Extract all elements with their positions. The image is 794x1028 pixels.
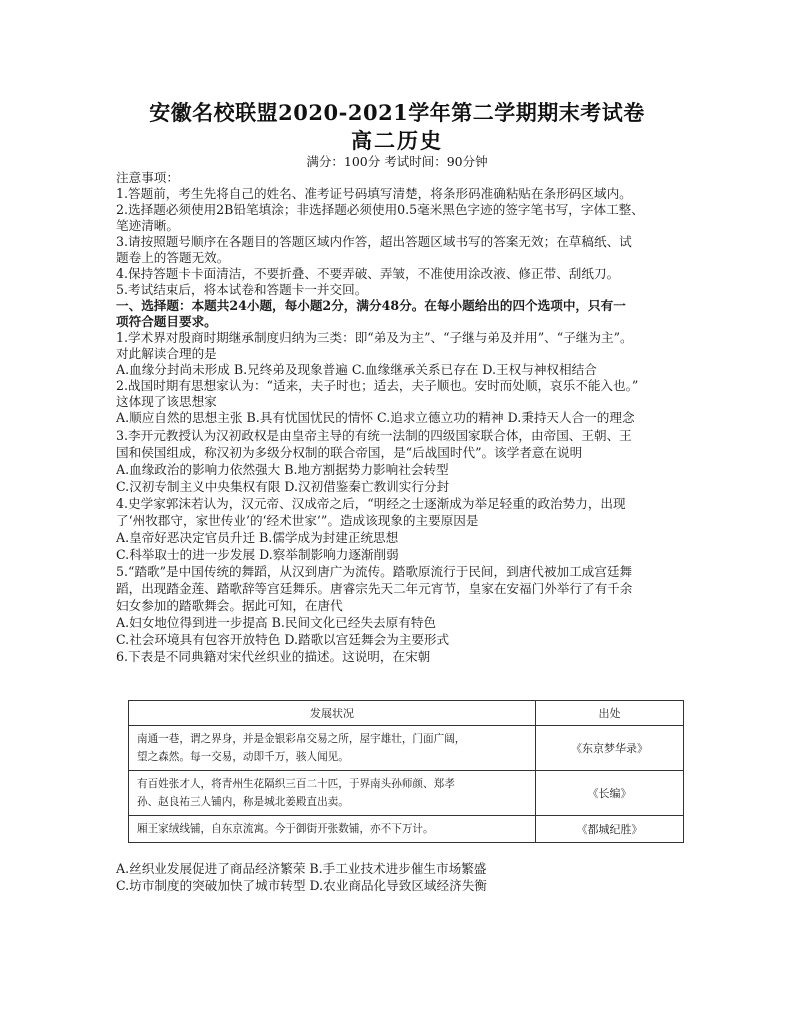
cell-text: 有百姓张才人，将青州生花隔织三百二十匹，于界南头孙师颜、郑孝 xyxy=(137,778,455,790)
option-line: C.社会环境具有包容开放特色 D.踏歌以宫廷舞会为主要形式 xyxy=(116,632,450,647)
exam-title: 安徽名校联盟2020-2021学年第二学期期末考试卷 xyxy=(149,100,645,125)
option-line: A.妇女地位得到进一步提高 B.民间文化已经失去原有特色 xyxy=(116,615,437,630)
option-line: C.科举取士的进一步发展 D.察举制影响力逐渐削弱 xyxy=(116,547,399,562)
question-line: 4.史学家郭沫若认为，汉元帝、汉成帝之后，“明经之士逐渐成为举足轻重的政治势力，出现 xyxy=(116,496,626,511)
option-line: A.血缘分封尚未形成 B.兄终弟及现象普遍 C.血缘继承关系已存在 D.王权与神权相结合 xyxy=(116,362,597,377)
note-line: 1.答题前，考生先将自己的姓名、准考证号码填写清楚，将条形码准确粘贴在条形码区域内。 xyxy=(116,186,632,201)
question-line: 蹈，出现踏金莲、踏歌辞等宫廷舞乐。唐睿宗先天二年元宵节，皇家在安福门外举行了有千余 xyxy=(116,581,633,596)
option-line: A.顺应自然的思想主张 B.具有忧国忧民的情怀 C.追求立德立功的精神 D.秉持天人合一的理念 xyxy=(116,410,635,425)
question-line: 6.下表是不同典籍对宋代丝织业的描述。这说明，在宋朝 xyxy=(116,649,431,664)
question-line: 对此解读合理的是 xyxy=(116,346,217,361)
table-row xyxy=(129,771,684,816)
option-line: A.皇帝好恶决定官员升迁 B.儒学成为封建正统思想 xyxy=(116,530,399,545)
note-line: 4.保持答题卡卡面清洁，不要折叠、不要弄破、弄皱，不准使用涂改液、修正带、刮纸刀。 xyxy=(116,266,620,281)
note-line: 笔迹清晰。 xyxy=(116,218,179,233)
cell-text: 望之森然。每一交易，动即千万，骇人闻见。 xyxy=(137,751,349,763)
section-heading-cont: 项符合题目要求。 xyxy=(116,314,217,329)
notes-heading: 注意事项： xyxy=(116,170,179,185)
table-row xyxy=(129,726,684,771)
section-heading: 一、选择题：本题共24小题，每小题2分，满分48分。在每小题给出的四个选项中，只有一 xyxy=(116,298,626,313)
table-header: 发展状况 xyxy=(129,701,536,726)
question-line: 5.“踏歌”是中国传统的舞蹈，从汉到唐广为流传。踏歌原流行于民间，到唐代被加工成宫廷舞 xyxy=(116,564,633,579)
question-line: 了‘州牧郡守，家世传业’的‘经术世家’”。造成该现象的主要原因是 xyxy=(116,513,479,528)
table-cell-source: 《东京梦华录》 xyxy=(536,726,684,771)
question-line: 2.战国时期有思想家认为：“适来，夫子时也；适去，夫子顺也。安时而处顺，哀乐不能入也。” xyxy=(116,378,639,393)
cell-text: 南通一巷，谓之界身，并是金银彩帛交易之所，屋宇雄壮，门面广阔， xyxy=(137,733,466,745)
question-line: 1.学术界对殷商时期继承制度归纳为三类：即“弟及为主”、“子继与弟及并用”、“子继为主”。 xyxy=(116,330,633,345)
question-line: 国和侯国组成，称汉初为多级分权制的联合帝国，是“后战国时代”。该学者意在说明 xyxy=(116,445,583,460)
table-header-row xyxy=(129,701,684,726)
table-row xyxy=(129,816,684,843)
source-table xyxy=(128,700,684,843)
note-line: 2.选择题必须使用2B铅笔填涂；非选择题必须使用0.5毫米黑色字迹的签字笔书写，字体工整、 xyxy=(116,202,644,217)
option-line: A.丝织业发展促进了商品经济繁荣 B.手工业技术进步催生市场繁盛 xyxy=(116,861,487,876)
question-line: 这体现了该思想家 xyxy=(116,394,217,409)
table-cell-desc xyxy=(129,771,536,816)
table-cell-desc xyxy=(129,726,536,771)
exam-meta: 满分：100分 考试时间：90分钟 xyxy=(306,154,488,169)
option-line: C.坊市制度的突破加快了城市转型 D.农业商品化导致区域经济失衡 xyxy=(116,878,487,893)
table-cell-desc xyxy=(129,816,536,843)
option-line: A.血缘政治的影响力依然强大 B.地方割据势力影响社会转型 xyxy=(116,462,449,477)
table-header: 出处 xyxy=(536,701,684,726)
cell-text: 孙、赵良祐三人铺内，称是城北姜殿直出卖。 xyxy=(137,796,349,808)
question-line: 妇女参加的踏歌舞会。据此可知，在唐代 xyxy=(116,598,343,613)
table-cell-source: 《都城纪胜》 xyxy=(536,816,684,843)
question-line: 3.李开元教授认为汉初政权是由皇帝主导的有统一法制的四级国家联合体，由帝国、王朝、王 xyxy=(116,428,632,443)
option-line: C.汉初专制主义中央集权有限 D.汉初借鉴秦亡教训实行分封 xyxy=(116,479,450,494)
note-line: 3.请按照题号顺序在各题目的答题区域内作答，超出答题区域书写的答案无效；在草稿纸、试 xyxy=(116,234,632,249)
table-cell-source: 《长编》 xyxy=(536,771,684,816)
note-line: 题卷上的答题无效。 xyxy=(116,250,230,265)
note-line: 5.考试结束后，将本试卷和答题卡一并交回。 xyxy=(116,282,368,297)
exam-subject: 高二历史 xyxy=(351,128,443,153)
cell-text: 厢王家绒线铺，自东京流寓。今于御街开张数铺，亦不下万计。 xyxy=(137,823,434,835)
